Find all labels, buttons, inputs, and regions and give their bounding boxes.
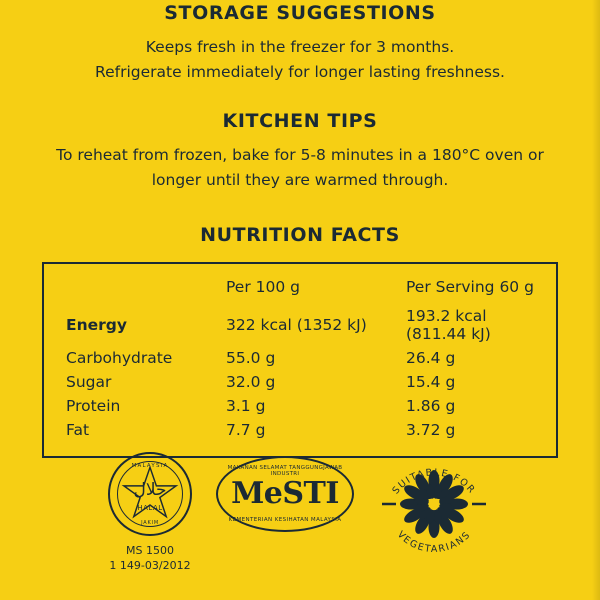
certification-logos [0,440,600,600]
table-row [66,418,534,442]
kitchen-tips-text [0,144,600,192]
row-value-sugar-per-serving: 15.4 g [406,372,456,391]
halal-certification-code [102,544,198,574]
row-value-protein-per-100g: 3.1 g [226,396,266,415]
storage-line-1: Keeps fresh in the freezer for 3 months. [145,38,455,56]
halal-code-line-1: MS 1500 [126,544,174,557]
halal-arabic-text: حلال [133,480,167,500]
row-value-fat-per-100g: 7.7 g [226,420,266,439]
halal-bottom-text: JAKIM [141,520,159,526]
halal-word-text: HALAL [137,504,163,512]
halal-circle-icon [108,452,192,536]
nutrition-facts-table [66,276,534,442]
storage-line-2: Refrigerate immediately for longer lasting freshness. [95,63,505,82]
row-value-energy-per-serving: 193.2 kcal (811.44 kJ) [406,306,491,343]
row-value-energy-per-100g: 322 kcal (1352 kJ) [226,315,367,334]
vegetarian-logo [374,452,494,556]
mesti-top-text: MAKANAN SELAMAT TANGGUNGJAWAB INDUSTRI [227,465,343,477]
column-header-nutrient [66,276,226,304]
table-row [66,394,534,418]
row-value-carbohydrate-per-serving: 26.4 g [406,348,456,367]
storage-suggestions-text [0,36,600,84]
halal-logo [102,452,198,574]
vegetarian-arc-bottom-text: VEGETARIANS [394,529,474,556]
row-label-sugar: Sugar [66,372,112,391]
table-row [66,304,534,346]
table-row [66,346,534,370]
column-header-per-serving: Per Serving 60 g [406,277,534,296]
kitchen-line-2: longer until they are warmed through. [151,171,449,190]
mesti-main-text: MeSTI [231,476,339,511]
row-value-protein-per-serving: 1.86 g [406,396,456,415]
vegetarian-arc-top-text: SUITABLE FOR [390,467,478,497]
row-label-protein: Protein [66,396,121,415]
row-label-fat: Fat [66,420,90,439]
table-row [66,370,534,394]
table-header-row [66,276,534,304]
row-value-sugar-per-100g: 32.0 g [226,372,276,391]
halal-top-text: MALAYSIA [131,463,169,469]
mesti-oval-icon [216,456,354,532]
storage-suggestions-title: STORAGE SUGGESTIONS [164,2,436,24]
halal-code-line-2: 1 149-03/2012 [109,558,191,572]
row-value-fat-per-serving: 3.72 g [406,420,456,439]
row-value-carbohydrate-per-100g: 55.0 g [226,348,276,367]
column-header-per-100g: Per 100 g [226,277,300,296]
mesti-logo [216,456,356,536]
nutrition-facts-table-box [42,262,558,458]
vegetarian-center-letter: V [428,496,440,514]
nutrition-facts-title: NUTRITION FACTS [200,223,400,246]
mesti-bottom-text: KEMENTERIAN KESIHATAN MALAYSIA [228,517,342,523]
kitchen-line-1: To reheat from frozen, bake for 5-8 minutes in a 180°C oven or [56,145,544,164]
row-label-energy: Energy [66,315,127,334]
vegetarian-emblem-icon [374,452,494,556]
kitchen-tips-title: KITCHEN TIPS [222,109,378,132]
row-label-carbohydrate: Carbohydrate [66,348,173,367]
